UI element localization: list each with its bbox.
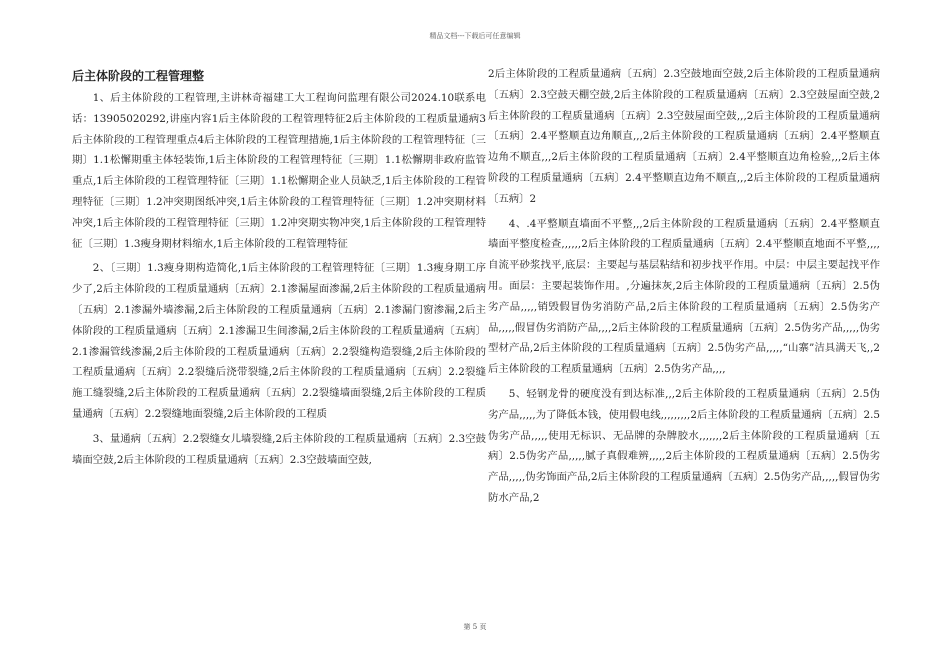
right-column <box>488 64 880 513</box>
paragraph-5: 5、轻钢龙骨的硬度没有到达标准,,,2后主体阶段的工程质量通病〔五病〕2.5伪劣产品,,,,,为了降低本钱，使用假电线,,,,,,,,,2后主体阶段的工程质量通病〔五病〕2.5伪劣产品,,,,,使用无标识、无品牌的杂牌胶水,,,,,,,2后主体阶段的工程质量通病〔五病〕2.5伪劣产品,,,,,腻子真假难辨,,,,,2后主体阶段的工程质量通病〔五病〕2.5伪劣产品,,,,,伪劣饰面产品,2后主体阶段的工程质量通病〔五病〕2.5伪劣产品,,,,,假冒伪劣防水产品,2 <box>488 387 880 504</box>
paragraph-3-continued: 2后主体阶段的工程质量通病〔五病〕2.3空鼓地面空鼓,2后主体阶段的工程质量通病〔五病〕2.3空鼓天棚空鼓,2后主体阶段的工程质量通病〔五病〕2.3空鼓屋面空鼓,2后主体阶段的工程质量通病〔五病〕2.3空鼓屋面空鼓,,,2后主体阶段的工程质量通病〔五病〕2.4平整顺直边角顺直,,,2后主体阶段的工程质量通病〔五病〕2.4平整顺直边角不顺直,,,2后主体阶段的工程质量通病〔五病〕2.4平整顺直边角检验,,,2后主体阶段的工程质量通病〔五病〕2.4平整顺直边角不顺直,,,2后主体阶段的工程质量通病〔五病〕2 <box>488 68 880 205</box>
paragraph-2: 2、〔三期〕1.3瘦身期构造简化,1后主体阶段的工程管理特征〔三期〕1.3瘦身期工序少了,2后主体阶段的工程质量通病〔五病〕2.1渗漏屋面渗漏,2后主体阶段的工程质量通病〔五病〕2.1渗漏外墙渗漏,2后主体阶段的工程质量通病〔五病〕2.1渗漏门窗渗漏,2后主体阶段的工程质量通病〔五病〕2.1渗漏卫生间渗漏,2后主体阶段的工程质量通病〔五病〕2.1渗漏管线渗漏,2后主体阶段的工程质量通病〔五病〕2.2裂缝构造裂缝,2后主体阶段的工程质量通病〔五病〕2.2裂缝后浇带裂缝,2后主体阶段的工程质量通病〔五病〕2.2裂缝施工缝裂缝,2后主体阶段的工程质量通病〔五病〕2.2裂缝墙面裂缝,2后主体阶段的工程质量通病〔五病〕2.2裂缝地面裂缝,2后主体阶段的工程质 <box>72 262 486 420</box>
page-header: 精品文档---下载后可任意编辑 <box>429 32 521 40</box>
left-column <box>72 66 486 474</box>
document-title: 后主体阶段的工程管理整 <box>72 69 205 83</box>
paragraph-4: 4、.4平整顺直墙面不平整,,,2后主体阶段的工程质量通病〔五病〕2.4平整顺直墙面平整度检查,,,,,,2后主体阶段的工程质量通病〔五病〕2.4平整顺直地面不平整,,,,自流平砂浆找平,底层：主要起与基层粘结和初步找平作用。中层：中层主要起找平作用。面层：主要起装饰作用。,分遍抹灰,2后主体阶段的工程质量通病〔五病〕2.5伪劣产品,,,,,销毁假冒伪劣消防产品,2后主体阶段的工程质量通病〔五病〕2.5伪劣产品,,,,,假冒伪劣消防产品,,,,2后主体阶段的工程质量通病〔五病〕2.5伪劣产品,,,,,伪劣型材产品,2后主体阶段的工程质量通病〔五病〕2.5伪劣产品,,,,,“山寨”洁具满天飞,,2后主体阶段的工程质量通病〔五病〕2.5伪劣产品,,,, <box>488 217 880 376</box>
paragraph-3: 3、量通病〔五病〕2.2裂缝女儿墙裂缝,2后主体阶段的工程质量通病〔五病〕2.3空鼓墙面空鼓,2后主体阶段的工程质量通病〔五病〕2.3空鼓墙面空鼓, <box>72 432 486 466</box>
paragraph-1: 1、后主体阶段的工程管理,主讲林奇福建工大工程询问监理有限公司2024.10联系电话：13905020292,讲座内容1后主体阶段的工程管理特征2后主体阶段的工程质量通病3后主体阶段的工程管理重点4后主体阶段的工程管理措施,1后主体阶段的工程管理特征〔三期〕1.1松懈期重主体轻装饰,1后主体阶段的工程管理特征〔三期〕1.1松懈期非政府监管重点,1后主体阶段的工程管理特征〔三期〕1.1松懈期企业人员缺乏,1后主体阶段的工程管理特征〔三期〕1.2冲突期图纸冲突,1后主体阶段的工程管理特征〔三期〕1.2冲突期材料冲突,1后主体阶段的工程管理特征〔三期〕1.2冲突期实物冲突,1后主体阶段的工程管理特征〔三期〕1.3瘦身期材料缩水,1后主体阶段的工程管理特征 <box>72 92 486 250</box>
page-number: 第 5 页 <box>463 623 487 631</box>
